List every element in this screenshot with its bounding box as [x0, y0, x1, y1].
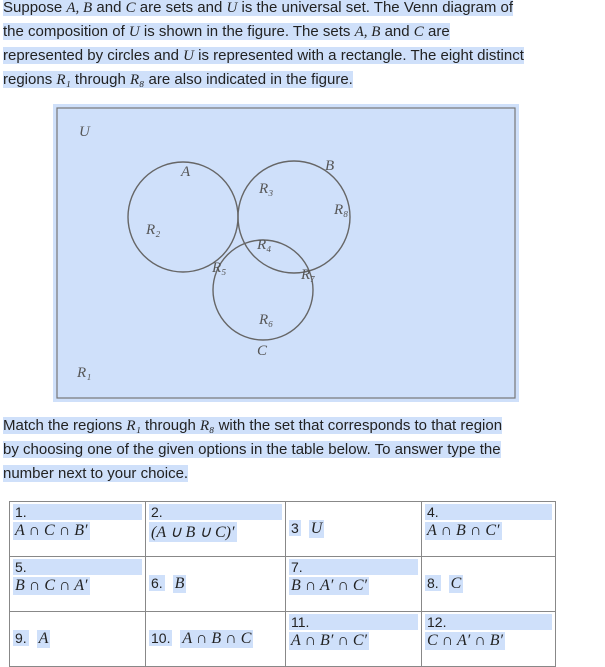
table-row [10, 557, 556, 612]
option-cell [422, 557, 556, 612]
text-segment: represented by circles and [3, 47, 184, 64]
text-segment: with the set that corresponds to that region [214, 417, 503, 434]
text-segment: through [140, 417, 201, 434]
region-r3-label: R₃ [259, 181, 274, 197]
option-cell [286, 557, 422, 612]
option-expression: A ∩ B′ ∩ C′ [291, 632, 368, 649]
option-expression: B ∩ A′ ∩ C′ [291, 577, 368, 594]
text-segment: regions [3, 71, 57, 88]
text-segment: through [70, 71, 130, 88]
match-line [3, 465, 188, 482]
option-number: 2. [149, 504, 282, 520]
match-line [3, 417, 502, 434]
text-segment: Match the regions [3, 417, 127, 434]
text-segment: are sets and [135, 0, 227, 16]
option-cell [10, 612, 146, 667]
region-r2-label: R₂ [146, 222, 161, 238]
option-number: 5. [13, 559, 142, 575]
option-expression: A [38, 630, 49, 647]
universe-rectangle [57, 108, 515, 398]
math-symbol: R₈ [129, 72, 145, 88]
intro-line [3, 71, 353, 88]
option-expression: C [450, 575, 462, 592]
math-symbol: U [226, 0, 238, 16]
match-line [3, 441, 501, 458]
option-expression: C ∩ A′ ∩ B′ [427, 632, 504, 649]
text-segment: are [423, 23, 450, 40]
option-number: 10. [151, 630, 171, 646]
intro-line [3, 47, 524, 64]
option-cell [146, 612, 286, 667]
text-segment: is shown in the figure. The sets [139, 23, 355, 40]
option-expression: B ∩ C ∩ A′ [15, 577, 88, 594]
table-row [10, 612, 556, 667]
text-segment: the composition of [3, 23, 129, 40]
region-r1-label: R₁ [77, 365, 92, 381]
option-cell [286, 502, 422, 557]
option-number: 6. [151, 575, 163, 591]
option-number: 1. [13, 504, 142, 520]
text-segment: is the universal set. The Venn diagram of [237, 0, 514, 16]
region-r4-label: R₄ [257, 237, 272, 253]
math-symbol: A, B [66, 0, 93, 16]
text-segment: are also indicated in the figure. [144, 71, 353, 88]
text-segment: Suppose [3, 0, 67, 16]
venn-diagram [53, 104, 519, 402]
option-cell [146, 502, 286, 557]
set-label-c: C [257, 343, 268, 359]
math-symbol: U [183, 48, 194, 64]
text-segment: number next to your choice. [3, 465, 189, 482]
math-symbol: R₁ [56, 72, 71, 88]
option-cell [422, 612, 556, 667]
option-number: 7. [289, 559, 418, 575]
text-segment: is represented with a rectangle. The eight distinct [193, 47, 524, 64]
option-expression: A ∩ B ∩ C′ [427, 522, 500, 539]
universe-label: U [79, 124, 90, 140]
intro-paragraph [3, 0, 563, 92]
text-segment: and [380, 23, 414, 40]
options-table [9, 501, 556, 667]
intro-line [3, 0, 513, 16]
option-expression: U [310, 520, 323, 537]
math-symbol: R₈ [200, 418, 215, 434]
option-number: 11. [289, 614, 418, 630]
region-r5-label: R₅ [212, 260, 227, 276]
option-expression: A ∩ C ∩ B′ [15, 522, 88, 539]
option-cell [10, 502, 146, 557]
set-label-a: A [181, 164, 191, 180]
text-segment: and [92, 0, 126, 16]
option-expression: B [174, 575, 185, 592]
option-number: 8. [427, 575, 439, 591]
option-cell [146, 557, 286, 612]
intro-line [3, 23, 450, 40]
option-expression: A ∩ B ∩ C [182, 630, 252, 647]
set-label-b: B [325, 158, 335, 174]
option-number: 12. [425, 614, 552, 630]
option-number: 9. [15, 630, 27, 646]
option-expression: (A ∪ B ∪ C)′ [151, 524, 235, 541]
table-row [10, 502, 556, 557]
match-paragraph [3, 414, 563, 486]
math-symbol: C [125, 0, 136, 16]
math-symbol: A, B [354, 24, 381, 40]
option-number: 3 [291, 520, 299, 536]
option-cell [10, 557, 146, 612]
region-r8-label: R₈ [334, 202, 349, 218]
math-symbol: U [128, 24, 140, 40]
venn-figure [53, 104, 519, 402]
math-symbol: R₁ [126, 418, 141, 434]
option-cell [422, 502, 556, 557]
math-symbol: C [413, 24, 424, 40]
region-r6-label: R₆ [259, 312, 274, 328]
option-number: 4. [425, 504, 552, 520]
text-segment: by choosing one of the given options in the table below. To answer type the [3, 441, 501, 458]
region-r7-label: R₇ [301, 267, 316, 283]
option-cell [286, 612, 422, 667]
